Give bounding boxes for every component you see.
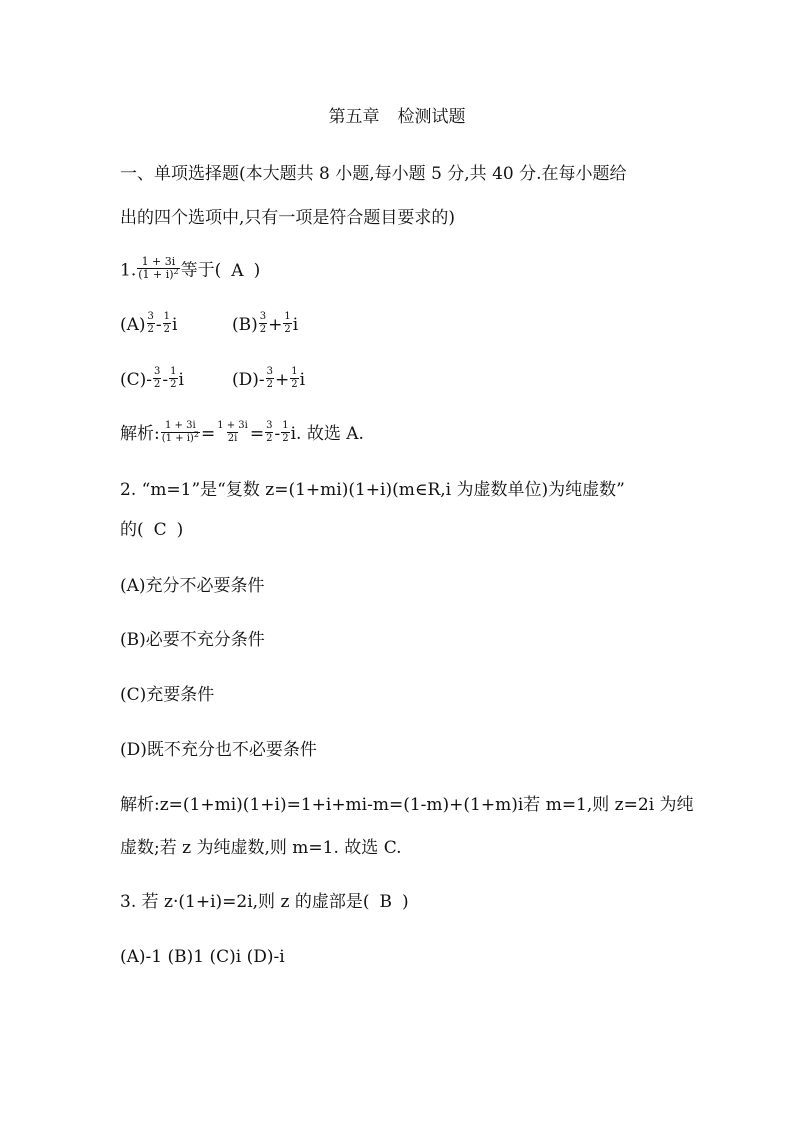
option-c: (C)- $\frac{3}{2}$ - $\frac{1}{2}$ i bbox=[120, 366, 184, 390]
question-2-option-b: (B)必要不充分条件 bbox=[120, 630, 265, 650]
option-a: (A) $\frac{3}{2}$ - $\frac{1}{2}$ i bbox=[120, 311, 178, 335]
section-heading-line2: 出的四个选项中,只有一项是符合题目要求的) bbox=[120, 208, 456, 228]
question-2-stem-line2: 的( C ) bbox=[120, 520, 184, 540]
question-2-solution-line1: 解析:z=(1+mi)(1+i)=1+i+mi-m=(1-m)+(1+m)i若 m=1,则 z=2i 为纯 bbox=[120, 795, 694, 815]
question-1-options-row2 bbox=[120, 368, 305, 393]
answer: A bbox=[231, 260, 244, 281]
title-text: 检测试题 bbox=[397, 107, 466, 127]
option-d: (D)- $\frac{3}{2}$ + $\frac{1}{2}$ i bbox=[232, 366, 306, 390]
question-3-stem: 3. 若 z·(1+i)=2i,则 z 的虚部是( B ) bbox=[120, 892, 409, 912]
option-b: (B) $\frac{3}{2}$ + $\frac{1}{2}$ i bbox=[232, 311, 299, 335]
chapter-label: 第五章 bbox=[328, 107, 380, 127]
question-2-stem-line1: 2. “m=1”是“复数 z=(1+mi)(1+i)(m∈R,i 为虚数单位)为纯虚数” bbox=[120, 480, 625, 500]
question-2-option-d: (D)既不充分也不必要条件 bbox=[120, 740, 317, 760]
question-1-solution: 解析: $\frac{1 + 3i}{(1 + i)^2}$ = $\frac{1 + 3i}{2i}$ = $\frac{3}{2}$ - $\frac{1}{2}$ i. 故选 A. bbox=[120, 420, 364, 444]
page-title bbox=[0, 107, 794, 127]
question-2-option-c: (C)充要条件 bbox=[120, 685, 215, 705]
question-number: 1. bbox=[120, 260, 137, 281]
question-1-stem: 1. $\frac{1 + 3i}{(1 + i)^2}$ 等于( A ) bbox=[120, 255, 261, 281]
answer: C bbox=[153, 520, 167, 540]
question-1-options-row1 bbox=[120, 313, 298, 338]
question-3-options: (A)-1 (B)1 (C)i (D)-i bbox=[120, 947, 285, 967]
answer: B bbox=[379, 892, 392, 912]
section-heading-line1: 一、单项选择题(本大题共 8 小题,每小题 5 分,共 40 分.在每小题给 bbox=[120, 164, 627, 184]
question-2-option-a: (A)充分不必要条件 bbox=[120, 576, 265, 596]
question-2-solution-line2: 虚数;若 z 为纯虚数,则 m=1. 故选 C. bbox=[120, 838, 402, 858]
fraction: $\frac{1 + 3i}{(1 + i)^2}$ bbox=[138, 255, 179, 281]
